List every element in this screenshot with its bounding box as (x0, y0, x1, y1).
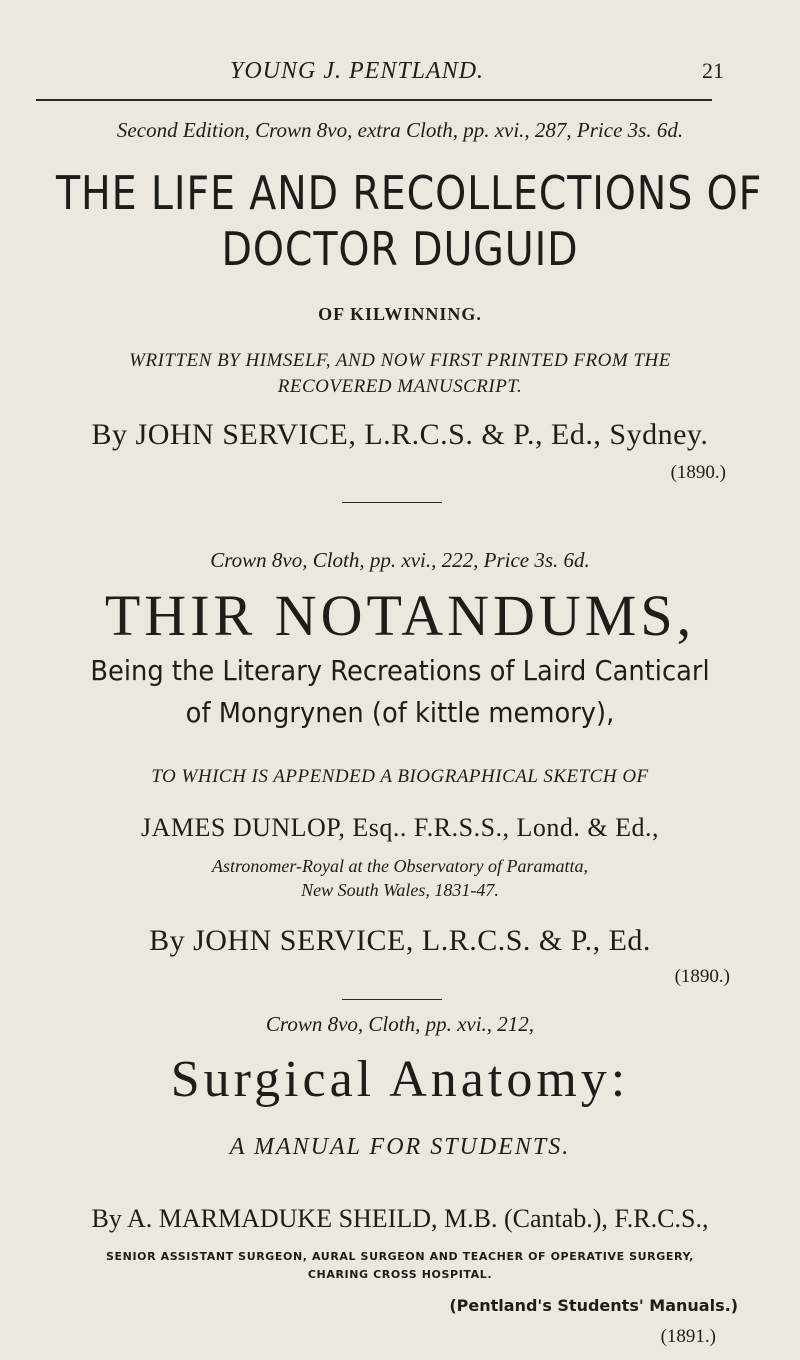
ad1-note-line2: RECOVERED MANUSCRIPT. (277, 376, 523, 397)
ad1-title-line2: DOCTOR DUGUID (221, 222, 579, 276)
ad3-subtitle: A MANUAL FOR STUDENTS. (229, 1134, 571, 1160)
ad3-credentials-line2: CHARING CROSS HOSPITAL. (307, 1268, 493, 1281)
running-title: YOUNG J. PENTLAND. (230, 58, 485, 84)
page-number: 21 (702, 58, 724, 83)
ad3-series: (Pentland's Students' Manuals.) (449, 1296, 738, 1315)
ad2-role-line1: Astronomer-Royal at the Observatory of Paramatta, (212, 856, 588, 876)
ad2-edition-line: Crown 8vo, Cloth, pp. xvi., 222, Price 3s. 6d. (210, 548, 590, 572)
ad3-year: (1891.) (660, 1326, 716, 1347)
ad2-year: (1890.) (674, 966, 730, 987)
ad1-subtitle: OF KILWINNING. (318, 304, 482, 324)
ad1-note-line1: WRITTEN BY HIMSELF, AND NOW FIRST PRINTED FROM THE (129, 350, 671, 371)
ad2-title: THIR NOTANDUMS, (104, 583, 696, 648)
header-rule (36, 99, 712, 101)
ad2-author: By JOHN SERVICE, L.R.C.S. & P., Ed. (149, 924, 651, 957)
ad1-title-line1: THE LIFE AND RECOLLECTIONS OF (56, 166, 763, 220)
section-divider (342, 502, 442, 503)
ad2-subtitle-line2: of Mongrynen (of kittle memory), (185, 696, 615, 729)
ad2-subject: JAMES DUNLOP, Esq.. F.R.S.S., Lond. & Ed., (140, 813, 660, 842)
ad2-role-line2: New South Wales, 1831-47. (301, 880, 499, 900)
ad3-author: By A. MARMADUKE SHEILD, M.B. (Cantab.), F.R.C.S., (91, 1204, 709, 1233)
ad3-credentials-line1: SENIOR ASSISTANT SURGEON, AURAL SURGEON AND TEACHER OF OPERATIVE SURGERY, (106, 1250, 694, 1263)
ad1-year: (1890.) (670, 462, 726, 483)
ad1-author: By JOHN SERVICE, L.R.C.S. & P., Ed., Sydney. (91, 418, 709, 451)
ad1-edition-line: Second Edition, Crown 8vo, extra Cloth, pp. xvi., 287, Price 3s. 6d. (116, 118, 684, 142)
ad3-edition-line: Crown 8vo, Cloth, pp. xvi., 212, (265, 1012, 535, 1036)
ad2-appended-line: TO WHICH IS APPENDED A BIOGRAPHICAL SKETCH OF (151, 766, 649, 787)
ad2-subtitle-line1: Being the Literary Recreations of Laird Canticarl (90, 654, 710, 687)
ad3-title: Surgical Anatomy: (170, 1051, 630, 1108)
section-divider (342, 999, 442, 1000)
